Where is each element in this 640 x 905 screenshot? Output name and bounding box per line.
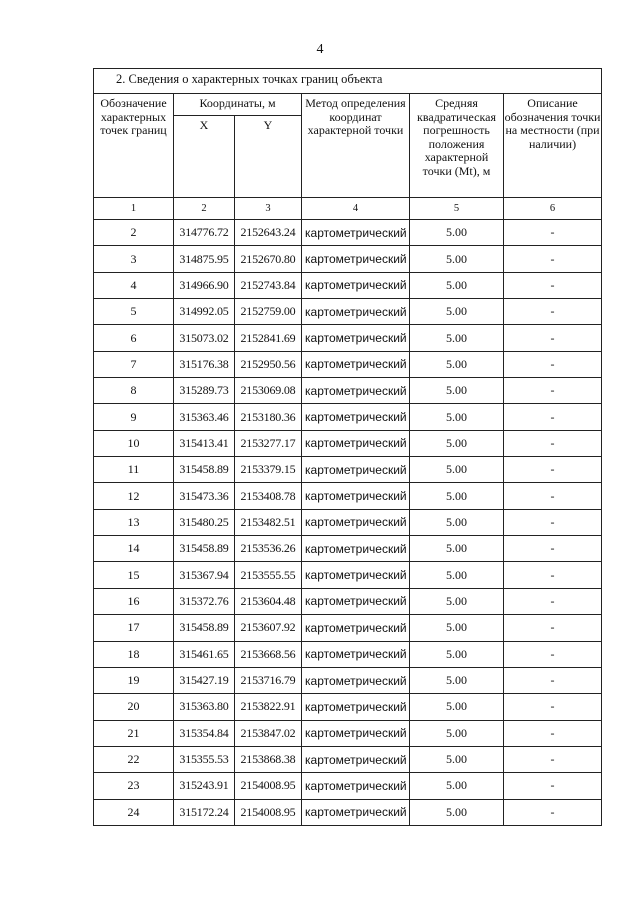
description-cell: -	[504, 615, 602, 641]
point-number: 5	[94, 299, 174, 325]
column-number: 3	[235, 198, 302, 220]
table-row	[94, 536, 602, 562]
coordinate-y: 2153408.78	[235, 483, 302, 509]
table-row	[94, 562, 602, 588]
table-row	[94, 430, 602, 456]
header-x: X	[174, 116, 235, 198]
table-row	[94, 509, 602, 535]
error-cell: 5.00	[410, 246, 504, 272]
description-cell: -	[504, 509, 602, 535]
header-y: Y	[235, 116, 302, 198]
coordinate-x: 315480.25	[174, 509, 235, 535]
error-cell: 5.00	[410, 220, 504, 246]
table-row	[94, 773, 602, 799]
table-row	[94, 457, 602, 483]
error-cell: 5.00	[410, 694, 504, 720]
coordinate-x: 315243.91	[174, 773, 235, 799]
description-cell: -	[504, 536, 602, 562]
table-row	[94, 299, 602, 325]
column-number: 6	[504, 198, 602, 220]
point-number: 24	[94, 799, 174, 825]
description-cell: -	[504, 404, 602, 430]
description-cell: -	[504, 378, 602, 404]
coordinate-y: 2153604.48	[235, 588, 302, 614]
point-number: 6	[94, 325, 174, 351]
method-cell: картометрический	[302, 457, 410, 483]
description-cell: -	[504, 588, 602, 614]
header-description: Описание обозначения точки на местности (при наличии)	[504, 94, 602, 198]
coordinate-x: 315363.80	[174, 694, 235, 720]
table-row	[94, 351, 602, 377]
page-number: 4	[316, 42, 324, 57]
point-number: 10	[94, 430, 174, 456]
method-cell: картометрический	[302, 246, 410, 272]
error-cell: 5.00	[410, 536, 504, 562]
description-cell: -	[504, 799, 602, 825]
coordinate-y: 2154008.95	[235, 799, 302, 825]
method-cell: картометрический	[302, 509, 410, 535]
point-number: 21	[94, 720, 174, 746]
error-cell: 5.00	[410, 562, 504, 588]
method-cell: картометрический	[302, 404, 410, 430]
coordinate-y: 2153822.91	[235, 694, 302, 720]
coordinate-y: 2153668.56	[235, 641, 302, 667]
error-cell: 5.00	[410, 430, 504, 456]
coordinate-y: 2153536.26	[235, 536, 302, 562]
coordinate-y: 2153379.15	[235, 457, 302, 483]
coordinate-x: 315367.94	[174, 562, 235, 588]
coordinate-x: 315363.46	[174, 404, 235, 430]
table-row	[94, 588, 602, 614]
point-number: 22	[94, 746, 174, 772]
description-cell: -	[504, 667, 602, 693]
error-cell: 5.00	[410, 615, 504, 641]
error-cell: 5.00	[410, 588, 504, 614]
error-cell: 5.00	[410, 746, 504, 772]
method-cell: картометрический	[302, 325, 410, 351]
coordinate-x: 315427.19	[174, 667, 235, 693]
method-cell: картометрический	[302, 378, 410, 404]
method-cell: картометрический	[302, 746, 410, 772]
table-row	[94, 641, 602, 667]
table-row	[94, 246, 602, 272]
error-cell: 5.00	[410, 667, 504, 693]
method-cell: картометрический	[302, 694, 410, 720]
coordinate-y: 2153482.51	[235, 509, 302, 535]
boundary-points-table	[93, 68, 602, 826]
coordinate-x: 315372.76	[174, 588, 235, 614]
error-cell: 5.00	[410, 404, 504, 430]
point-number: 3	[94, 246, 174, 272]
description-cell: -	[504, 773, 602, 799]
coordinate-x: 315461.65	[174, 641, 235, 667]
table-row	[94, 720, 602, 746]
coordinate-y: 2152759.00	[235, 299, 302, 325]
column-number: 5	[410, 198, 504, 220]
coordinate-y: 2154008.95	[235, 773, 302, 799]
point-number: 2	[94, 220, 174, 246]
point-number: 7	[94, 351, 174, 377]
description-cell: -	[504, 641, 602, 667]
coordinate-y: 2152841.69	[235, 325, 302, 351]
coordinate-x: 315458.89	[174, 615, 235, 641]
error-cell: 5.00	[410, 483, 504, 509]
coordinate-x: 315289.73	[174, 378, 235, 404]
method-cell: картометрический	[302, 720, 410, 746]
method-cell: картометрический	[302, 483, 410, 509]
description-cell: -	[504, 325, 602, 351]
error-cell: 5.00	[410, 720, 504, 746]
point-number: 4	[94, 272, 174, 298]
description-cell: -	[504, 457, 602, 483]
coordinate-x: 315473.36	[174, 483, 235, 509]
coordinate-y: 2152643.24	[235, 220, 302, 246]
description-cell: -	[504, 694, 602, 720]
method-cell: картометрический	[302, 588, 410, 614]
section-title: 2. Сведения о характерных точках границ объекта	[94, 69, 602, 94]
table-row	[94, 220, 602, 246]
coordinate-y: 2153069.08	[235, 378, 302, 404]
coordinate-x: 315458.89	[174, 536, 235, 562]
table-row	[94, 272, 602, 298]
description-cell: -	[504, 562, 602, 588]
error-cell: 5.00	[410, 641, 504, 667]
description-cell: -	[504, 299, 602, 325]
coordinate-x: 315413.41	[174, 430, 235, 456]
method-cell: картометрический	[302, 641, 410, 667]
method-cell: картометрический	[302, 272, 410, 298]
table-row	[94, 325, 602, 351]
point-number: 23	[94, 773, 174, 799]
description-cell: -	[504, 272, 602, 298]
method-cell: картометрический	[302, 351, 410, 377]
coordinate-y: 2152950.56	[235, 351, 302, 377]
error-cell: 5.00	[410, 773, 504, 799]
error-cell: 5.00	[410, 272, 504, 298]
description-cell: -	[504, 483, 602, 509]
table-row	[94, 615, 602, 641]
table-row	[94, 799, 602, 825]
error-cell: 5.00	[410, 509, 504, 535]
method-cell: картометрический	[302, 667, 410, 693]
error-cell: 5.00	[410, 799, 504, 825]
point-number: 11	[94, 457, 174, 483]
coordinate-y: 2153180.36	[235, 404, 302, 430]
coordinate-y: 2152743.84	[235, 272, 302, 298]
description-cell: -	[504, 720, 602, 746]
column-number: 4	[302, 198, 410, 220]
coordinate-x: 314776.72	[174, 220, 235, 246]
coordinate-x: 314966.90	[174, 272, 235, 298]
description-cell: -	[504, 351, 602, 377]
method-cell: картометрический	[302, 615, 410, 641]
point-number: 16	[94, 588, 174, 614]
table-row	[94, 694, 602, 720]
point-number: 12	[94, 483, 174, 509]
header-method: Метод определения координат характерной точки	[302, 94, 410, 198]
column-number: 1	[94, 198, 174, 220]
header-designation: Обозначение характерных точек границ	[94, 94, 174, 198]
error-cell: 5.00	[410, 325, 504, 351]
coordinate-y: 2153555.55	[235, 562, 302, 588]
error-cell: 5.00	[410, 351, 504, 377]
table-row	[94, 483, 602, 509]
description-cell: -	[504, 430, 602, 456]
coordinate-y: 2153277.17	[235, 430, 302, 456]
header-coordinates: Координаты, м	[174, 94, 302, 116]
coordinate-y: 2153716.79	[235, 667, 302, 693]
table-row	[94, 404, 602, 430]
error-cell: 5.00	[410, 378, 504, 404]
point-number: 14	[94, 536, 174, 562]
point-number: 18	[94, 641, 174, 667]
coordinate-y: 2153868.38	[235, 746, 302, 772]
header-error: Средняя квадратическая погрешность положения характерной точки (Mt), м	[410, 94, 504, 198]
method-cell: картометрический	[302, 799, 410, 825]
error-cell: 5.00	[410, 299, 504, 325]
coordinate-y: 2153847.02	[235, 720, 302, 746]
coordinate-y: 2152670.80	[235, 246, 302, 272]
table-row	[94, 667, 602, 693]
method-cell: картометрический	[302, 773, 410, 799]
coordinate-x: 314992.05	[174, 299, 235, 325]
coordinate-x: 315458.89	[174, 457, 235, 483]
column-number: 2	[174, 198, 235, 220]
coordinate-x: 315172.24	[174, 799, 235, 825]
point-number: 17	[94, 615, 174, 641]
point-number: 8	[94, 378, 174, 404]
error-cell: 5.00	[410, 457, 504, 483]
coordinate-x: 315355.53	[174, 746, 235, 772]
point-number: 15	[94, 562, 174, 588]
coordinate-x: 315354.84	[174, 720, 235, 746]
coordinate-x: 314875.95	[174, 246, 235, 272]
table-row	[94, 746, 602, 772]
method-cell: картометрический	[302, 299, 410, 325]
description-cell: -	[504, 220, 602, 246]
method-cell: картометрический	[302, 430, 410, 456]
description-cell: -	[504, 246, 602, 272]
table-row	[94, 378, 602, 404]
point-number: 20	[94, 694, 174, 720]
coordinate-x: 315073.02	[174, 325, 235, 351]
method-cell: картометрический	[302, 220, 410, 246]
point-number: 9	[94, 404, 174, 430]
column-number-row	[94, 198, 602, 220]
description-cell: -	[504, 746, 602, 772]
method-cell: картометрический	[302, 562, 410, 588]
coordinate-y: 2153607.92	[235, 615, 302, 641]
method-cell: картометрический	[302, 536, 410, 562]
coordinate-x: 315176.38	[174, 351, 235, 377]
point-number: 13	[94, 509, 174, 535]
point-number: 19	[94, 667, 174, 693]
